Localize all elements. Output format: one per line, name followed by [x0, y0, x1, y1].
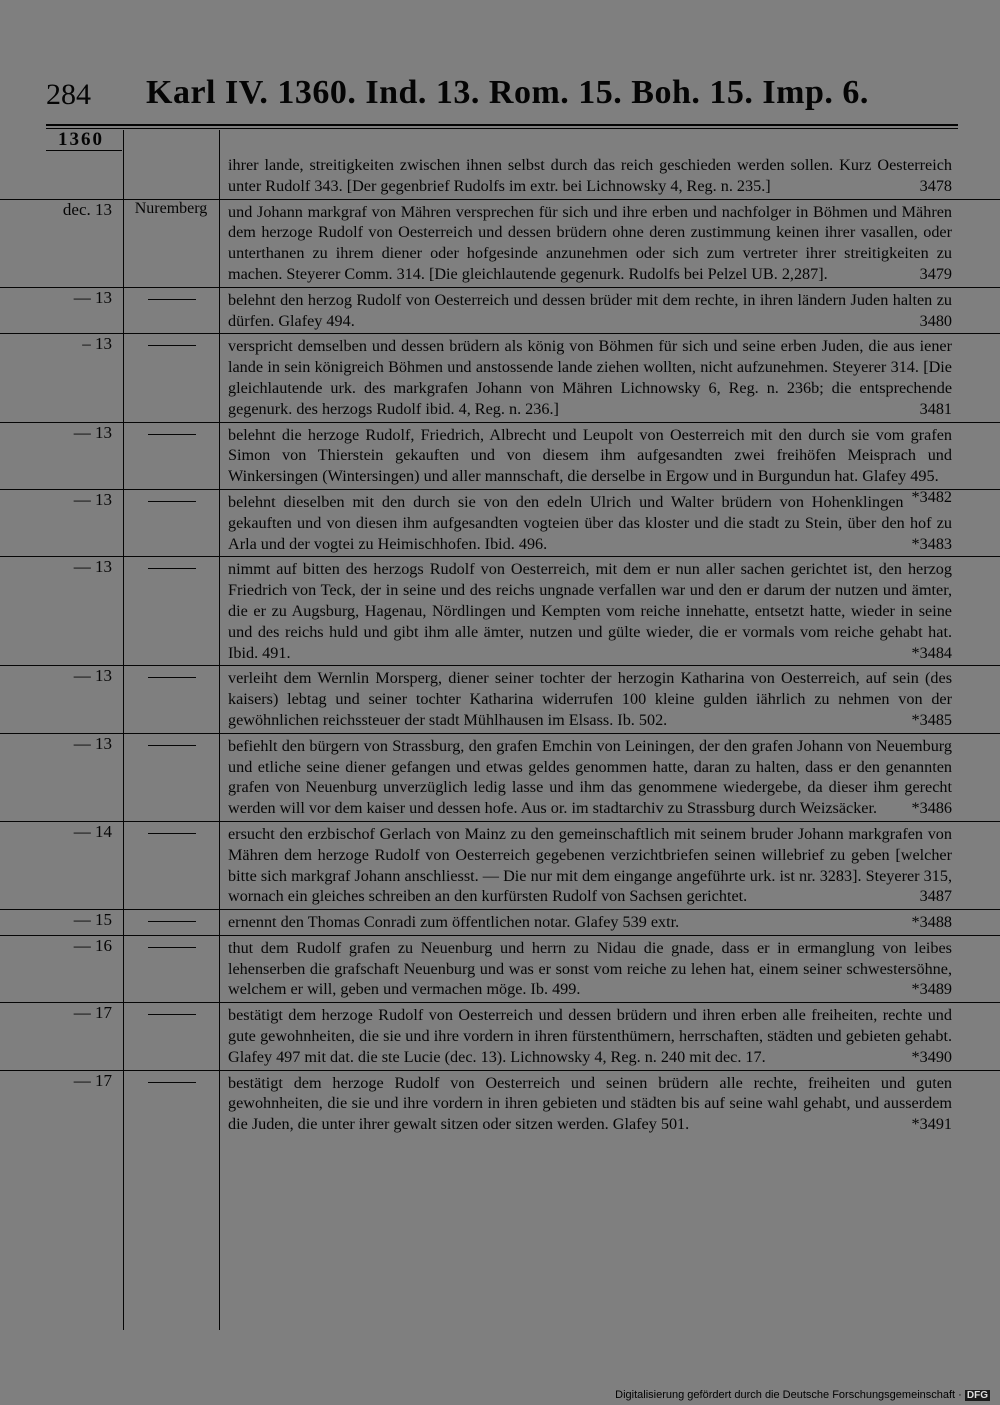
entry-number: 3480	[919, 311, 952, 330]
regest-list	[0, 155, 1000, 1135]
entry-text-block	[228, 425, 952, 506]
ditto-place-dash	[148, 833, 196, 834]
entry-text: verleiht dem Wernlin Morsperg, diener seiner tochter der herzogin Katharina von Oesterreich, auf sein (des kaisers) lebtag und seiner tochter Katharina widerrufen 100 kleine gulden iährlich zu nehmen von der gewöhnlichen reichssteuer der stadt Mühlhausen im Elsass. Ib. 502.	[228, 669, 952, 729]
entry-text-block	[228, 492, 952, 554]
regest-entry	[0, 556, 1000, 663]
entry-number: *3484	[911, 643, 952, 662]
ditto-place-dash	[148, 1014, 196, 1015]
entry-date: — 13	[73, 287, 112, 307]
entry-text-block	[228, 1073, 952, 1135]
entry-date: — 13	[73, 557, 112, 577]
entry-text: bestätigt dem herzoge Rudolf von Oesterreich und dessen brüdern und ihren erben alle freiheiten, rechte und gute gewohnheiten, die sie und ihre vordern in ihren fürstenthümern, herrschaften, städten und gebieten gehabt. Glafey 497 mit dat. die ste Lucie (dec. 13). Lichnowsky 4, Reg. n. 240 mit dec. 17.	[228, 1006, 952, 1066]
header-rule	[46, 124, 958, 126]
page-number: 284	[46, 78, 91, 111]
entry-number: *3483	[911, 534, 952, 553]
entry-text: ihrer lande, streitigkeiten zwischen ihnen selbst durch das reich geschieden werden sollen. Kurz Oesterreich unter Rudolf 343. [Der gegenbrief Rudolfs im extr. bei Lichnowsky 4, Reg. n. 235.]	[228, 156, 952, 195]
entry-date: — 17	[73, 1003, 112, 1023]
header-rule-thin	[46, 128, 958, 129]
entry-date: dec. 13	[62, 199, 112, 219]
entry-text: belehnt dieselben mit den durch sie von den edeln Ulrich und Walter brüdern von Hohenklingen gekauften und von diesen ihm aufgesandten vogteien über das kloster und die stadt zu Stein, über den hof zu Arla und der vogtei zu Heimischhofen. Ibid. 496.	[228, 492, 952, 553]
ditto-place-dash	[148, 434, 196, 435]
regest-entry	[0, 489, 1000, 554]
entry-text: ernennt den Thomas Conradi zum öffentlichen notar. Glafey 539 extr.	[228, 913, 680, 932]
ditto-place-dash	[148, 921, 196, 922]
entry-number: 3478	[919, 176, 952, 195]
ditto-place-dash	[148, 299, 196, 300]
entry-text-block	[228, 155, 952, 197]
entry-text: befiehlt den bürgern von Strassburg, den grafen Emchin von Leiningen, der den grafen Johann von Neuemburg und etliche seine diener gefangen und etwas geldes genommen hatte, daran zu halten, dass er den genannten grafen von Neuenburg unverzüglich ledig lasse und ihm das genommene wiedergebe, da dieser ihm gerecht werden will vor dem kaiser und dessen hofe. Aus or. im stadtarchiv zu Strassburg durch Weizsäcker.	[228, 736, 952, 818]
running-title: Karl IV. 1360. Ind. 13. Rom. 15. Boh. 15. Imp. 6.	[146, 74, 869, 111]
entry-text-block	[228, 824, 952, 907]
entry-number: *3486	[911, 799, 952, 818]
entry-number: *3489	[911, 980, 952, 999]
entry-text: ersucht den erzbischof Gerlach von Mainz zu den gemeinschaftlich mit seinem bruder Johann markgrafen von Mähren dem herzoge Rudolf von Oesterreich gegebenen verzichtbriefen seinen willebrief zu geben [welcher bitte sich markgraf Johann anschliesst. — Die nur mit dem eingange angeführte urk. ist nr. 3283]. Steyerer 315, wornach ein gleiches schreiben an den kurfürsten Rudolf von Sachsen gerichtet.	[228, 824, 952, 906]
entry-date: – 13	[82, 334, 112, 354]
entry-text-block	[228, 290, 952, 332]
entry-number: 3479	[919, 264, 952, 283]
ditto-place-dash	[148, 947, 196, 948]
entry-text: bestätigt dem herzoge Rudolf von Oesterreich und seinen brüdern alle rechte, freiheiten und guten gewohnheiten, die sie und ihre vordern in ihren gebieten und städten bis auf seine wahl gehabt, und ausserdem die Juden, die unter ihrer gewalt sitzen oder sitzen werden. Glafey 501.	[228, 1073, 952, 1134]
entry-text: und Johann markgraf von Mähren versprechen für sich und ihre erben und nachfolger in Böhmen und Mähren dem herzoge Rudolf von Oesterreich und dessen brüdern ohne deren zustimmung keinen ihrer vasallen, oder unterthanen zu ihrem diener oder hofgesinde anzunehmen oder sich zum vertreter ihrer streitigkeiten zu machen. Steyerer Comm. 314. [Die gleichlautende gegenurk. Rudolfs bei Pelzel UB. 2,287].	[228, 202, 952, 283]
regest-entry	[0, 935, 1000, 1000]
page-header	[46, 74, 958, 124]
footer-credit	[615, 1389, 990, 1401]
entry-text: thut dem Rudolf grafen zu Neuenburg und herrn zu Nidau die gnade, dass er in ermanglung von leibes lehenserben die grafschaft Neuenburg und was er sonst vom reiche zu lehen hat, einem seiner schwestersöhne, welchem er will, geben und vermachen möge. Ib. 499.	[228, 938, 952, 999]
ditto-place-dash	[148, 677, 196, 678]
entry-number: *3490	[911, 1047, 952, 1066]
ditto-place-dash	[148, 568, 196, 569]
entry-text-block	[228, 668, 952, 730]
entry-number: *3482	[911, 487, 952, 506]
entry-text: verspricht demselben und dessen brüdern als könig von Böhmen für sich und seine erben Juden, die aus iener lande in sein königreich Böhmen und anstossende lande ziehen wollten, nicht aufzunehmen. Steyerer 314. [Die gleichlautende urk. des markgrafen Johann von Mähren Lichnowsky 6, Reg. n. 236b; die entsprechende gegenurk. des herzogs Rudolf ibid. 4, Reg. n. 236.]	[228, 337, 952, 418]
entry-date: — 14	[73, 821, 112, 841]
year-label: 1360	[58, 129, 104, 150]
entry-text-block	[228, 559, 952, 663]
entry-text-block	[228, 1005, 952, 1067]
entry-number: 3481	[919, 399, 952, 418]
regest-entry	[0, 821, 1000, 907]
entry-date: — 13	[73, 733, 112, 753]
entry-text-block	[228, 336, 952, 419]
regest-entry	[0, 1002, 1000, 1067]
ditto-place-dash	[148, 501, 196, 502]
entry-date: — 13	[73, 489, 112, 509]
year-underline	[46, 150, 122, 151]
regest-entry	[0, 422, 1000, 506]
ditto-place-dash	[148, 345, 196, 346]
entry-number: *3491	[911, 1115, 952, 1134]
entry-text-block	[228, 736, 952, 819]
ditto-place-dash	[148, 745, 196, 746]
entry-date: — 17	[73, 1070, 112, 1090]
regest-entry	[0, 1070, 1000, 1135]
entry-date: — 13	[73, 422, 112, 442]
entry-number: *3488	[911, 913, 952, 932]
entry-place: Nuremberg	[134, 199, 208, 217]
ditto-place-dash	[148, 1082, 196, 1083]
entry-text-block	[228, 938, 952, 1000]
entry-date: — 13	[73, 666, 112, 686]
entry-text-block	[228, 202, 952, 285]
entry-date: — 16	[73, 935, 112, 955]
entry-text: belehnt die herzoge Rudolf, Friedrich, Albrecht und Leupolt von Oesterreich mit den durch sie vom grafen Simon von Thierstein gekauften und von diesem ihm aufgesandten zwei freihöfen Meisprach und Winkersingen (Wintersingen) und aller mannschaft, die derselbe in Ergow und in Burgundun hat. Glafey 495.	[228, 425, 952, 486]
entry-text-block	[228, 912, 952, 933]
regest-entry	[0, 909, 1000, 933]
entry-date: — 15	[73, 910, 112, 930]
regest-entry	[0, 199, 1000, 285]
regest-entry	[0, 665, 1000, 730]
entry-number: 3487	[919, 887, 952, 906]
regest-entry	[0, 733, 1000, 819]
regest-entry	[0, 155, 1000, 197]
regest-entry	[0, 287, 1000, 332]
footer-text: Digitalisierung gefördert durch die Deutsche Forschungsgemeinschaft ·	[615, 1389, 962, 1401]
entry-number: *3485	[911, 710, 952, 729]
entry-text: belehnt den herzog Rudolf von Oesterreich und dessen brüder mit dem rechte, in ihren ländern Juden halten zu dürfen. Glafey 494.	[228, 290, 952, 330]
entry-text: nimmt auf bitten des herzogs Rudolf von Oesterreich, mit dem er nun aller sachen gerichtet ist, den herzog Friedrich von Teck, der in seine und des reichs ungnade verfallen war und den er darum der nutzen und ämter, die er zu Augsburg, Hagenau, Nördlingen und Kempten vom reiche innehatte, entsetzt hatte, wieder in seine und des reichs huld und gibt ihm alle ämter, nutzen und gülte wieder, die er vormals vom reiche gehabt hat. Ibid. 491.	[228, 560, 952, 662]
regest-entry	[0, 333, 1000, 419]
dfg-logo-icon: DFG	[966, 1390, 988, 1401]
